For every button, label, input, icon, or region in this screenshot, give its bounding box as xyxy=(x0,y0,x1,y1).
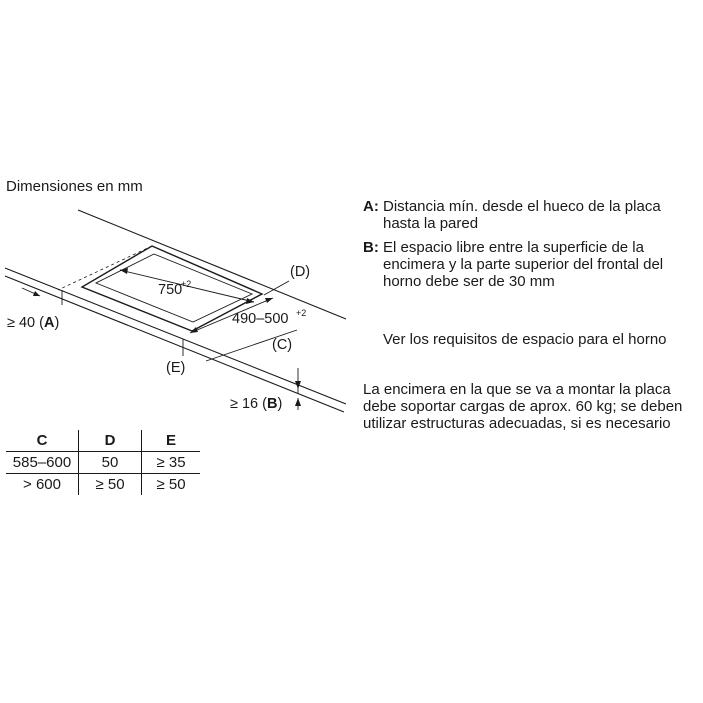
oven-requirements-note: Ver los requisitos de espacio para el horno xyxy=(383,331,667,348)
table-header: C xyxy=(6,430,79,452)
b-arrow-down-icon xyxy=(295,381,301,389)
table-cell: ≥ 35 xyxy=(142,452,201,474)
diagram-heading: Dimensiones en mm xyxy=(6,178,143,195)
dimension-table xyxy=(6,430,200,495)
d-dimension-line xyxy=(264,281,289,295)
legend-item-a xyxy=(363,198,683,232)
width-dimension-value: 750 xyxy=(158,282,183,298)
label-b: ≥ 16 (B) xyxy=(230,396,283,412)
table-header: E xyxy=(142,430,201,452)
depth-arrow-top-icon xyxy=(265,298,273,303)
depth-dimension-value: 490–500 xyxy=(232,311,289,327)
table-header: D xyxy=(79,430,142,452)
label-e: (E) xyxy=(166,360,186,376)
width-dimension-tolerance: +2 xyxy=(181,279,192,289)
legend-key: A: xyxy=(363,198,379,215)
label-a: ≥ 40 (A) xyxy=(7,315,60,331)
legend-item-b xyxy=(363,239,683,290)
legend-key: B: xyxy=(363,239,379,256)
table-cell: 585–600 xyxy=(6,452,79,474)
a-arrow-icon xyxy=(33,291,40,296)
b-arrow-up-icon xyxy=(295,398,301,406)
table-cell: > 600 xyxy=(23,476,61,493)
load-note: La encimera en la que se va a montar la placa debe soportar cargas de aprox. 60 kg; se deben utilizar estructuras adecuadas, si es necesario xyxy=(363,381,683,432)
depth-dimension-tolerance: +2 xyxy=(296,308,307,318)
table-cell: ≥ 50 xyxy=(79,474,142,496)
legend-text: Distancia mín. desde el hueco de la placa hasta la pared xyxy=(383,198,661,232)
table-cell: ≥ 50 xyxy=(142,474,201,496)
label-c: (C) xyxy=(272,337,293,353)
legend-text: El espacio libre entre la superficie de la encimera y la parte superior del frontal del horno debe ser de 30 mm xyxy=(383,239,664,290)
table-header-row xyxy=(6,430,200,452)
legend xyxy=(363,198,683,297)
table-cell: 50 xyxy=(79,452,142,474)
table-row xyxy=(6,474,200,496)
label-d: (D) xyxy=(290,264,311,280)
projection-dashed-line xyxy=(58,246,152,290)
table-row xyxy=(6,452,200,474)
